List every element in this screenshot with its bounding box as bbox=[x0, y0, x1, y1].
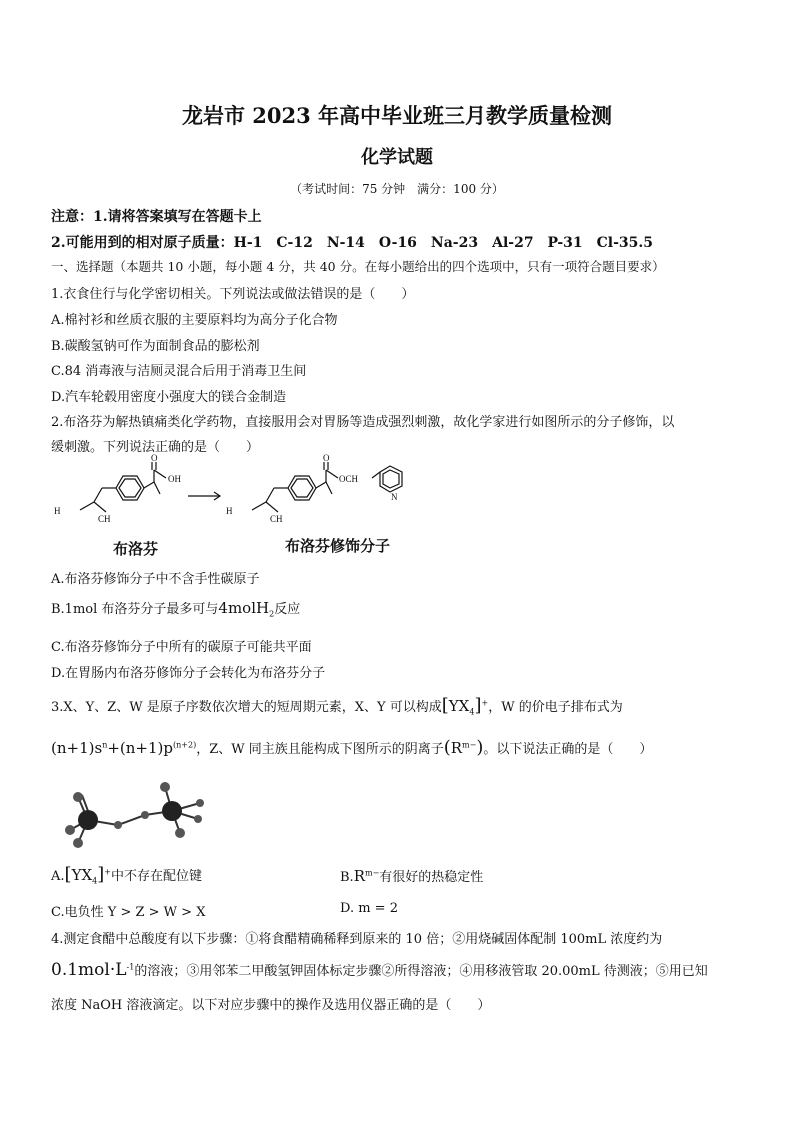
anion-ball-stick-model bbox=[60, 775, 220, 855]
q3-ion-charge: + bbox=[481, 698, 489, 708]
q3-config-s: (n+1)s bbox=[51, 739, 103, 757]
q3-a-ion: YX bbox=[71, 866, 93, 884]
q2-option-d: D.在胃肠内布洛芬修饰分子会转化为布洛芬分子 bbox=[51, 666, 326, 681]
q2-b-post: 反应 bbox=[274, 602, 301, 617]
q3-option-d: D. m = 2 bbox=[340, 901, 398, 916]
q3-a-ion-charge: + bbox=[104, 867, 111, 877]
q3-option-b bbox=[340, 866, 483, 885]
q3-a-post: 中不存在配位键 bbox=[110, 869, 202, 884]
q3-option-a bbox=[51, 864, 202, 886]
q3-stem-pre: 3.X、Y、Z、W 是原子序数依次增大的短周期元素，X、Y 可以构成 bbox=[51, 700, 442, 715]
q4-stem-line3: 浓度 NaOH 溶液滴定。以下对应步骤中的操作及选用仪器正确的是（ ） bbox=[51, 998, 491, 1013]
q3-b-ion-charge: m− bbox=[364, 868, 380, 878]
q2-option-b bbox=[51, 598, 300, 619]
q4-stem-line2 bbox=[51, 960, 708, 980]
label-oh: OH bbox=[168, 474, 181, 484]
q3-config-p-sup: (n+2) bbox=[173, 740, 197, 750]
q3-a-bracket-close: ] bbox=[97, 864, 105, 885]
q1-option-b: B.碳酸氢钠可作为面制食品的膨松剂 bbox=[51, 339, 260, 354]
note-1: 注意：1.请将答案填写在答题卡上 bbox=[51, 209, 262, 225]
paren-close: ) bbox=[476, 737, 484, 758]
caption-ibuprofen: 布洛芬 bbox=[113, 540, 159, 558]
q3-a-ion-sub: 4 bbox=[92, 876, 98, 886]
paren-open: ( bbox=[443, 737, 451, 758]
q4-concentration-sup: -1 bbox=[126, 962, 135, 972]
page-subtitle: 化学试题 bbox=[361, 147, 433, 168]
label-h3c-left: H bbox=[54, 506, 61, 516]
q3-option-c: C.电负性 Y > Z > W > X bbox=[51, 905, 206, 920]
q2-stem-line2: 缓刺激。下列说法正确的是（ ） bbox=[51, 440, 260, 455]
section-heading: 一、选择题（本题共 10 小题，每小题 4 分，共 40 分。在每小题给出的四个选项中，只有一项符合题目要求） bbox=[51, 259, 665, 274]
label-n: N bbox=[391, 492, 398, 502]
q1-option-d: D.汽车轮毂用密度小强度大的镁合金制造 bbox=[51, 390, 287, 405]
q3-anion: R bbox=[450, 739, 463, 757]
q1-option-a: A.棉衬衫和丝质衣服的主要原料均为高分子化合物 bbox=[51, 313, 338, 328]
q3-stem-post: ，W 的价电子排布式为 bbox=[488, 700, 623, 715]
q2-b-formula: 4molH bbox=[218, 599, 270, 617]
q3-b-letter: B. bbox=[340, 870, 354, 885]
q2-b-subscript: 2 bbox=[269, 609, 275, 619]
q3-ion: YX bbox=[448, 697, 470, 715]
caption-modified-ibuprofen: 布洛芬修饰分子 bbox=[285, 537, 391, 555]
q3-config-s-sup: n bbox=[102, 740, 108, 750]
q4-concentration: 0.1mol·L bbox=[51, 960, 127, 980]
label-ch3-right: CH bbox=[270, 514, 283, 524]
label-och2: OCH bbox=[339, 474, 359, 484]
q3-anion-charge: m− bbox=[462, 740, 477, 750]
q2-stem-line1: 2.布洛芬为解热镇痛类化学药物，直接服用会对胃肠等造成强烈刺激，故化学家进行如图所示的分子修饰，以 bbox=[51, 415, 675, 430]
q3-b-ion: R bbox=[353, 867, 365, 885]
label-ch3-left: CH bbox=[98, 514, 111, 524]
label-h3c-right: H bbox=[226, 506, 233, 516]
q2-option-c: C.布洛芬修饰分子中所有的碳原子可能共平面 bbox=[51, 640, 312, 655]
note-2: 2.可能用到的相对原子质量：H-1 C-12 N-14 O-16 Na-23 Al-27 P-31 Cl-35.5 bbox=[51, 235, 653, 251]
q3-stem-line1 bbox=[51, 695, 623, 717]
q1-option-c: C.84 消毒液与洁厕灵混合后用于消毒卫生间 bbox=[51, 364, 307, 379]
page-title: 龙岩市 2023 年高中毕业班三月教学质量检测 bbox=[181, 103, 613, 128]
q3-b-post: 有很好的热稳定性 bbox=[379, 870, 484, 885]
q2-b-text: B.1mol 布洛芬分子最多可与 bbox=[51, 602, 219, 617]
bracket-close: ] bbox=[474, 695, 482, 716]
q3-stem2-post: 。以下说法正确的是（ ） bbox=[483, 742, 653, 757]
bracket-open: [ bbox=[441, 695, 449, 716]
q3-stem-line2 bbox=[51, 737, 652, 758]
q3-a-letter: A. bbox=[51, 869, 65, 884]
label-o1: O bbox=[151, 453, 158, 463]
q4-stem-line2-text: 的溶液；③用邻苯二甲酸氢钾固体标定步骤②所得溶液；④用移液管取 20.00mL 待测液；⑤用已知 bbox=[134, 964, 708, 979]
q4-stem-line1: 4.测定食醋中总酸度有以下步骤：①将食醋精确稀释到原来的 10 倍；②用烧碱固体配制 100mL 浓度约为 bbox=[51, 932, 663, 947]
label-o2: O bbox=[323, 453, 330, 463]
exam-info: （考试时间：75 分钟 满分：100 分） bbox=[290, 182, 504, 196]
q3-ion-sub: 4 bbox=[469, 707, 475, 717]
q3-config-p: +(n+1)p bbox=[107, 739, 173, 757]
q3-a-bracket-open: [ bbox=[64, 864, 72, 885]
q3-stem2-mid: ，Z、W 同主族且能构成下图所示的阴离子 bbox=[196, 742, 444, 757]
q2-option-a: A.布洛芬修饰分子中不含手性碳原子 bbox=[51, 572, 260, 587]
q1-stem: 1.衣食住行与化学密切相关。下列说法或做法错误的是（ ） bbox=[51, 287, 415, 302]
